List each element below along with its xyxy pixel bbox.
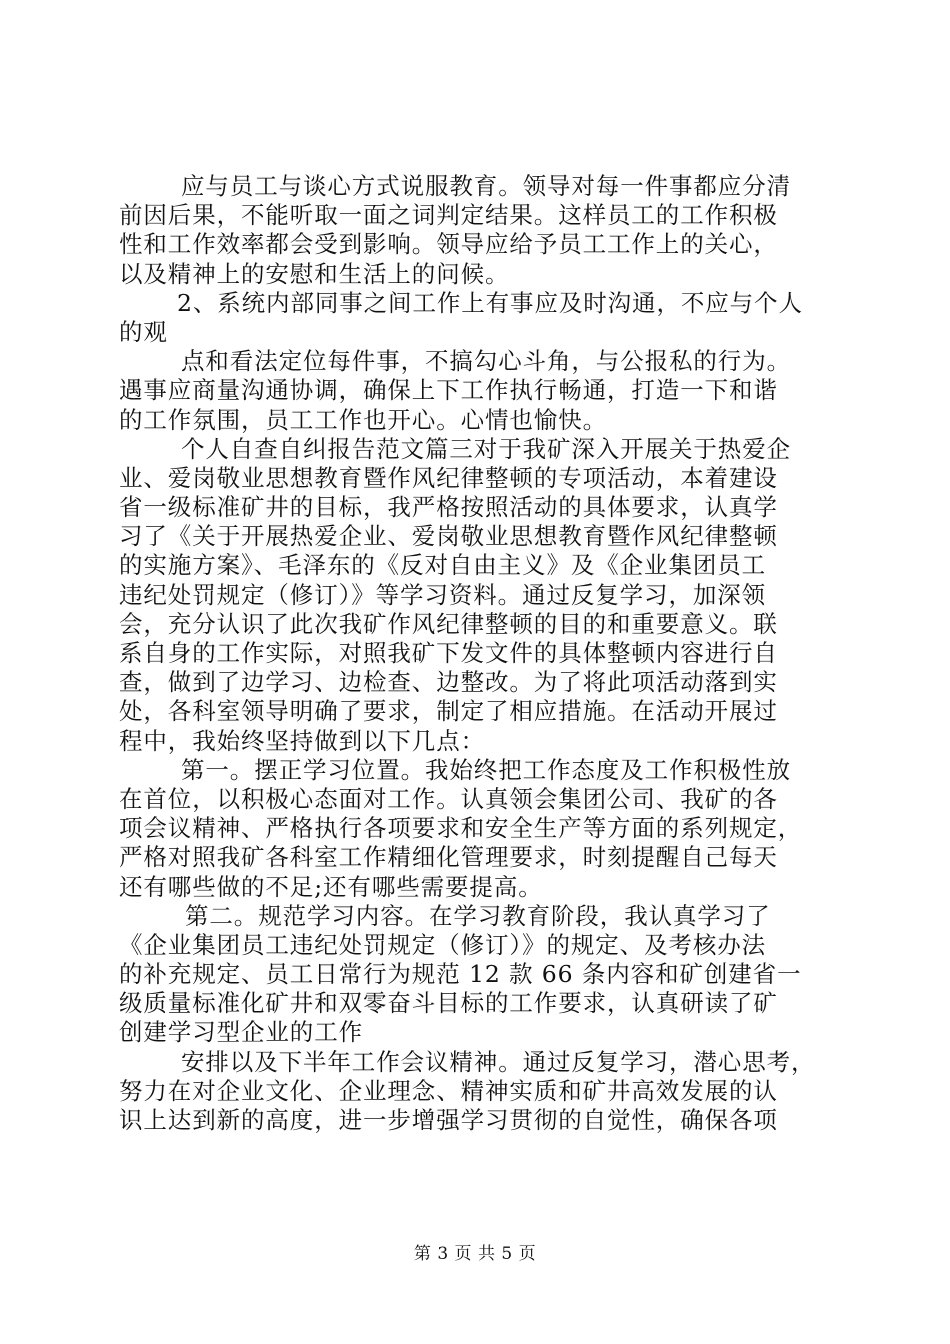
text-line: 个人自查自纠报告范文篇三对于我矿深入开展关于热爱企 [181,434,791,463]
text-line: 严格对照我矿各科室工作精细化管理要求，时刻提醒自己每天 [119,843,778,872]
text-line: 第二。规范学习内容。在学习教育阶段，我认真学习了 [185,901,771,930]
document-body [119,172,839,1135]
text-line: 性和工作效率都会受到影响。领导应给予员工工作上的关心， [119,230,778,259]
text-line: 的观 [119,317,168,346]
page-number-footer: 第 3 页 共 5 页 [413,1244,537,1264]
text-line: 的工作氛围，员工工作也开心。心情也愉快。 [119,405,607,434]
text-line: 级质量标准化矿井和双零奋斗目标的工作要求，认真研读了矿 [119,989,778,1018]
text-line: 应与员工与谈心方式说服教育。领导对每一件事都应分清 [181,172,791,200]
text-line: 《企业集团员工违纪处罚规定（修订）》的规定、及考核办法 [119,930,767,959]
text-line: 第一。摆正学习位置。我始终把工作态度及工作积极性放 [181,755,791,784]
text-line: 以及精神上的安慰和生活上的问候。 [119,259,510,288]
text-line: 遇事应商量沟通协调，确保上下工作执行畅通，打造一下和谐 [119,376,778,405]
text-line: 处，各科室领导明确了要求，制定了相应措施。在活动开展过 [119,697,778,726]
text-line: 2、系统内部同事之间工作上有事应及时沟通，不应与个人 [177,288,803,317]
text-line: 识上达到新的高度，进一步增强学习贯彻的自觉性，确保各项 [119,1106,778,1134]
text-line: 的补充规定、员工日常行为规范 12 款 66 条内容和矿创建省一 [119,960,802,989]
text-line: 前因后果，不能听取一面之词判定结果。这样员工的工作积极 [119,201,778,230]
text-line: 程中，我始终坚持做到以下几点： [119,726,485,755]
text-line: 安排以及下半年工作会议精神。通过反复学习，潜心思考， [181,1047,816,1076]
text-line: 系自身的工作实际，对照我矿下发文件的具体整顿内容进行自 [119,639,778,667]
text-line: 违纪处罚规定（修订）》等学习资料。通过反复学习，加深领 [119,580,767,609]
text-line: 点和看法定位每件事，不搞勾心斗角，与公报私的行为。 [181,347,791,376]
text-line: 省一级标准矿井的目标，我严格按照活动的具体要求，认真学 [119,493,778,522]
text-line: 的实施方案》、毛泽东的《反对自由主义》及《企业集团员工 [119,551,767,580]
text-line: 努力在对企业文化、企业理念、精神实质和矿井高效发展的认 [119,1076,778,1105]
text-line: 习了《关于开展热爱企业、爱岗敬业思想教育暨作风纪律整顿 [119,522,778,551]
text-line: 查，做到了边学习、边检查、边整改。为了将此项活动落到实 [119,668,778,697]
text-line: 在首位，以积极心态面对工作。认真领会集团公司、我矿的各 [119,784,778,813]
text-line: 创建学习型企业的工作 [119,1018,363,1047]
text-line: 会，充分认识了此次我矿作风纪律整顿的目的和重要意义。联 [119,609,778,638]
text-line: 项会议精神、严格执行各项要求和安全生产等方面的系列规定， [119,814,803,843]
text-line: 还有哪些做的不足;还有哪些需要提高。 [119,872,543,901]
text-line: 业、爱岗敬业思想教育暨作风纪律整顿的专项活动，本着建设 [119,463,778,492]
